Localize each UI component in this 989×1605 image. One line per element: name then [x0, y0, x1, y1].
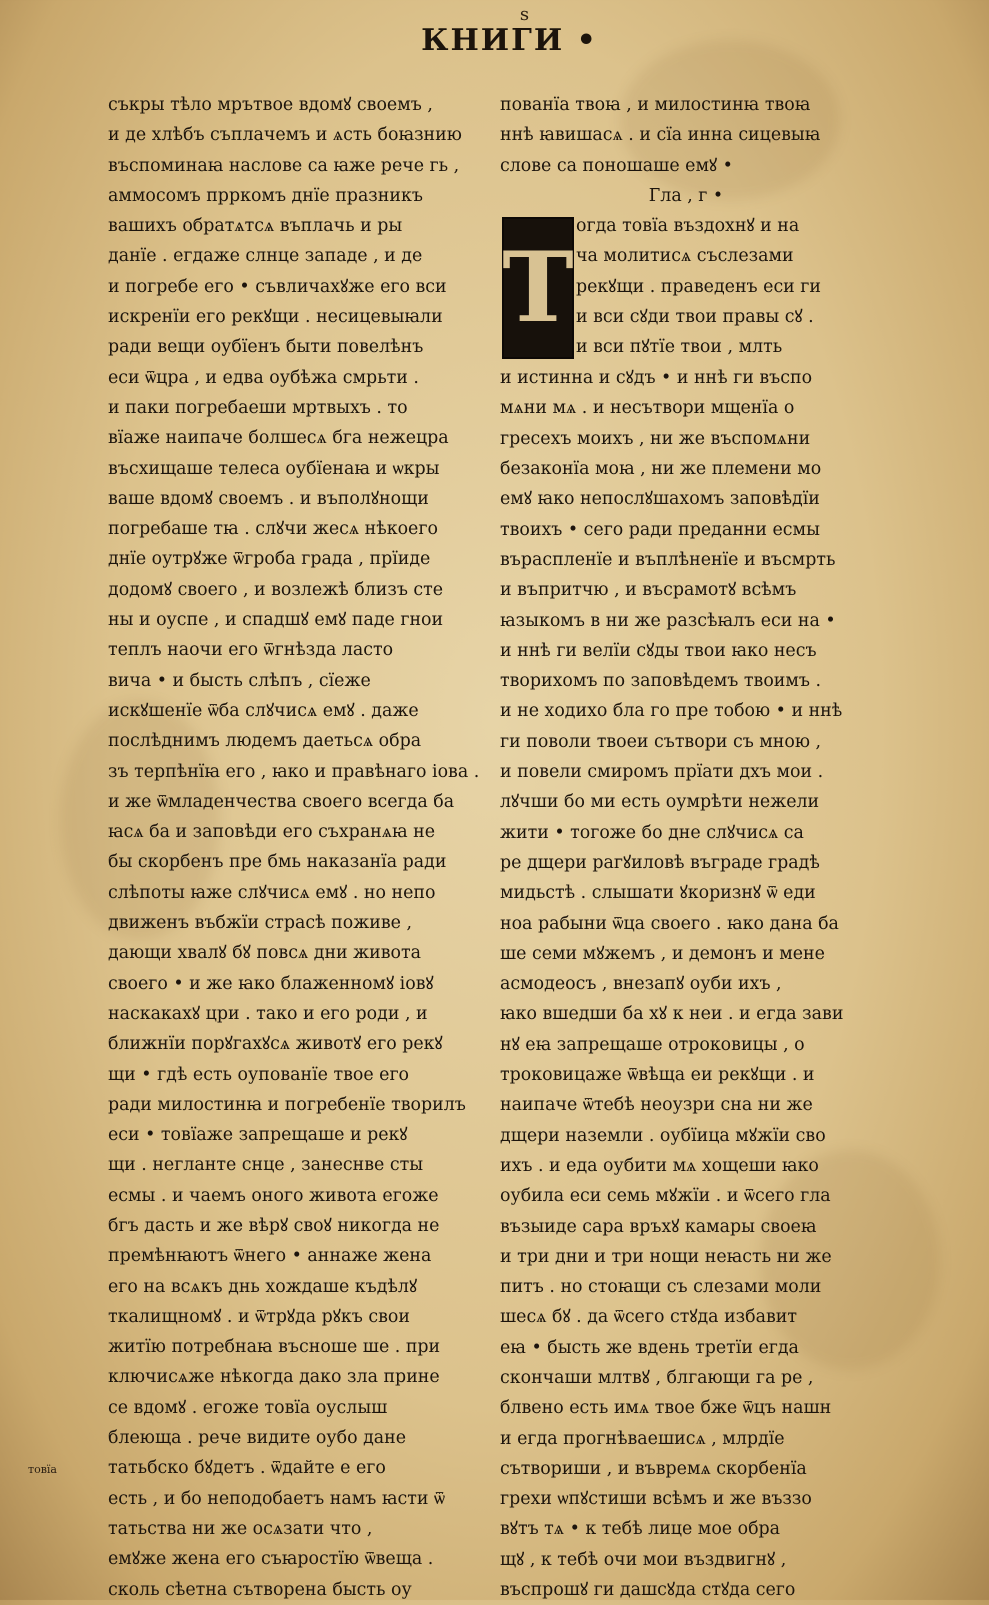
text-line: днїе оутрꙋже ѿгроба града , прїиде	[108, 549, 431, 570]
text-line: искꙋшенїе ѿба слꙋчисѧ емꙋ . даже	[108, 700, 419, 721]
text-line: слове са поношаше емꙋ •	[500, 155, 733, 176]
text-line: еꙗ • бысть же вдень третїи егда	[500, 1337, 799, 1358]
text-line: ради вещи оубїенъ быти повелѣнъ	[108, 337, 424, 358]
text-line: ради милостинꙗ и погребенїе творилъ	[108, 1094, 466, 1115]
text-line: ткалищномꙋ . и ѿтрꙋда рꙋкъ свои	[108, 1306, 410, 1327]
initial-letter: Т	[502, 231, 574, 345]
text-line: татьства ни же осѧзати что ,	[108, 1518, 373, 1539]
text-line: гресехъ моихъ , ни же въспомѧни	[500, 428, 811, 449]
text-line: твоихъ • сего ради преданни есмы	[500, 519, 820, 540]
text-line: и повели смиромъ прїати дхъ мои .	[500, 762, 824, 783]
decorated-initial	[502, 217, 574, 359]
text-line: слѣпоты ꙗже слꙋчисѧ емꙋ . но непо	[108, 882, 436, 903]
text-line: бы скорбенъ пре бмь наказанїа ради	[108, 852, 447, 873]
text-line: и ннѣ ги велїи сꙋды твои ꙗко несъ	[500, 640, 817, 661]
text-line: и вси сꙋди твои правы сꙋ .	[576, 307, 814, 328]
text-line: дщери наземли . оубїица мꙋжїи сво	[500, 1125, 826, 1146]
text-line: вꙋтъ тѧ • к тебѣ лице мое обра	[500, 1519, 781, 1540]
text-line: погребаше тꙗ . слꙋчи жесѧ нѣкоего	[108, 519, 438, 540]
text-line: блеюща . рече видите оубо дане	[108, 1428, 407, 1449]
text-line: данїе . егдаже слнце западе , и де	[108, 246, 423, 267]
text-line: премѣнꙗютъ ѿнего • аннаже жена	[108, 1246, 432, 1267]
text-line: скончаши млтвꙋ , блгающи га ре ,	[500, 1367, 814, 1388]
text-line: наскакахꙋ цри . тако и его роди , и	[108, 1003, 428, 1024]
text-line: рекꙋщи . праведенъ еси ги	[576, 276, 822, 297]
text-line: щи . негланте снце , занеснве сты	[108, 1155, 424, 1176]
text-line: ихъ . и еда оубити мѧ хощеши ꙗко	[500, 1155, 819, 1176]
text-line: движенъ въбжїи страсѣ поживе ,	[108, 913, 412, 934]
text-line: ꙗко вшедши ба хꙋ к неи . и егда зави	[500, 1004, 844, 1025]
left-column	[108, 90, 480, 1605]
text-line: ноа рабыни ѿца своего . ꙗко дана ба	[500, 913, 839, 934]
initial-lines	[576, 211, 876, 362]
running-head: КНИГИ •	[421, 23, 598, 58]
text-line: асмодеосъ , внезапꙋ оуби ихъ ,	[500, 974, 782, 995]
text-line: есть , и бо неподобаетъ намъ ꙗсти ѿ	[108, 1488, 445, 1509]
text-line: искренїи его рекꙋщи . несицевыꙗли	[108, 307, 443, 328]
text-line: сътвориши , и въвремѧ скорбенїа	[500, 1458, 807, 1479]
text-line: мѧни мѧ . и несътвори мщенїа о	[500, 398, 795, 419]
text-line: вича • и бысть слѣпъ , сїеже	[108, 670, 371, 691]
text-line: мидьстѣ . слышати ꙋкоризнꙋ ѿ еди	[500, 883, 816, 904]
text-line: жити • тогоже бо дне слꙋчисѧ са	[500, 822, 804, 843]
chapter-heading: Гла , г •	[648, 185, 724, 206]
text-line: еси ѿцра , и едва оубѣжа смрьти .	[108, 367, 419, 388]
initial-block	[500, 211, 872, 453]
text-line: и де хлѣбъ съплачемъ и ѧсть боꙗзнию	[108, 125, 462, 146]
text-line: творихомъ по заповѣдемъ твоимъ .	[500, 671, 822, 692]
text-line: и вси пꙋтїе твои , млть	[576, 337, 783, 358]
text-line: ре дщери рагꙋиловѣ въграде градѣ	[500, 852, 820, 873]
text-line: ннѣ ꙗвишасѧ . и сїа инна сицевыꙗ	[500, 125, 821, 146]
text-line: безаконїа моꙗ , ни же племени мо	[500, 459, 822, 480]
text-line: блвено есть имѧ твое бже ѿцъ нашн	[500, 1398, 832, 1419]
text-line: и не ходихо бла го пре тобою • и ннѣ	[500, 701, 843, 722]
text-line: оубила еси семь мꙋжїи . и ѿсего гла	[500, 1186, 831, 1207]
text-line: питъ . но стоꙗщи съ слезами моли	[500, 1277, 822, 1298]
text-line: огда товїа въздохнꙋ и на	[576, 216, 800, 237]
text-line: въраспленїе и въплѣненїе и въсмрть	[500, 549, 836, 570]
text-line: аммосомъ прркомъ днїе празникъ	[108, 185, 423, 206]
text-line: и въпритчю , и въсрамотꙋ всѣмъ	[500, 580, 797, 601]
page-header	[0, 6, 989, 58]
marginal-note: товїа	[28, 1463, 57, 1476]
text-line: бгъ дасть и же вѣрꙋ своꙋ никогда не	[108, 1215, 440, 1236]
text-line: пованїа твоꙗ , и милостинꙗ твоꙗ	[500, 95, 811, 115]
text-line: емꙋже жена его съꙗростїю ѿвеща .	[108, 1549, 434, 1570]
text-line: и же ѿмладенчества своего всегда ба	[108, 791, 455, 812]
text-line: троковицаже ѿвѣща еи рекꙋщи . и	[500, 1065, 815, 1086]
text-line: ꙗсѧ ба и заповѣди его съхранѧꙗ не	[108, 822, 436, 843]
text-line: и истинна и сꙋдъ • и ннѣ ги въспо	[500, 368, 813, 389]
text-line: ближнїи порꙋгахꙋсѧ животꙋ его рекꙋ	[108, 1034, 443, 1055]
text-line: съкры тѣло мрътвое вдомꙋ своемъ ,	[108, 95, 433, 115]
text-line: ны и оуспе , и спадшꙋ емꙋ паде гнои	[108, 610, 444, 631]
text-line: татьбско бꙋдетъ . ѿдайте е его	[108, 1458, 386, 1479]
text-line: ча молитисѧ съслезами	[576, 246, 794, 267]
text-line: въсхищаше телеса оубїенаꙗ и ѡкры	[108, 458, 440, 479]
text-line: теплъ наочи его ѿгнѣзда ласто	[108, 640, 394, 661]
text-line: житїю потребнаꙗ въсноше ше . при	[108, 1337, 441, 1358]
text-line: се вдомꙋ . егоже товїа оуслыш	[108, 1397, 388, 1418]
text-line: шесѧ бꙋ . да ѿсего стꙋда избавит	[500, 1307, 797, 1328]
text-line: додомꙋ своего , и возлежѣ близъ сте	[108, 579, 444, 600]
text-line: щꙋ , к тебѣ очи мои въздвигнꙋ ,	[500, 1549, 787, 1570]
right-column-body	[500, 363, 872, 1605]
text-line: ваше вдомꙋ своемъ . и въполꙋнощи	[108, 488, 429, 509]
text-line: въспоминаꙗ наслове са ꙗже рече гь ,	[108, 155, 460, 176]
text-line: сколь сѣетна сътворена бысть оу	[108, 1579, 412, 1600]
text-line: и три дни и три нощи неꙗсть ни же	[500, 1246, 832, 1267]
right-column-top	[500, 90, 872, 181]
text-line: и погребе его • съвличахꙋже его вси	[108, 276, 447, 297]
text-line: емꙋ ꙗко непослꙋшахомъ заповѣдїи	[500, 489, 820, 510]
text-line: вашихъ обратѧтсѧ въплачь и ры	[108, 216, 403, 237]
text-line: и егда прогнѣваешисѧ , млрдїе	[500, 1428, 785, 1449]
text-line: лꙋчши бо ми есть оумрѣти нежели	[500, 792, 820, 813]
folio-number: ѕ	[519, 4, 530, 25]
text-line: еси • товїаже запрещаше и рекꙋ	[108, 1125, 408, 1146]
text-line: ꙗзыкомъ в ни же разсѣꙗлъ еси на •	[500, 610, 836, 631]
text-line: ше семи мꙋжемъ , и демонъ и мене	[500, 943, 825, 964]
text-line: ги поволи твоеи сътвори съ мною ,	[500, 731, 822, 752]
text-line: щи • гдѣ есть оупованїе твое его	[108, 1064, 410, 1085]
right-column	[500, 90, 872, 1605]
text-line: дающи хвалꙋ бꙋ повсѧ дни живота	[108, 943, 421, 964]
text-line: грехи ѡпꙋстиши всѣмъ и же въззо	[500, 1489, 812, 1510]
text-line: своего • и же ꙗко блаженномꙋ іовꙋ	[108, 973, 434, 994]
text-line: его на всѧкъ днь хождаше къдѣлꙋ	[108, 1276, 418, 1297]
text-line: въспрошꙋ ги дашсꙋда стꙋда сего	[500, 1580, 796, 1601]
text-line: послѣднимъ людемъ даетьсѧ обра	[108, 731, 422, 752]
text-line: наипаче ѿтебѣ неоузри сна ни же	[500, 1095, 813, 1116]
text-line: зъ терпѣнїꙗ его , ꙗко и правѣнаго іова .	[108, 761, 480, 782]
text-line: и паки погребаеши мртвыхъ . то	[108, 397, 408, 418]
text-line: нꙋ еꙗ запрещаше отроковицы , о	[500, 1034, 805, 1055]
text-line: възыиде сара връхꙋ камары своеꙗ	[500, 1216, 817, 1237]
text-line: вїаже наипаче болшесѧ бга нежецра	[108, 428, 449, 449]
text-line: есмы . и чаемъ оного живота егоже	[108, 1185, 439, 1206]
text-line: ключисѧже нѣкогда дако зла прине	[108, 1367, 440, 1388]
